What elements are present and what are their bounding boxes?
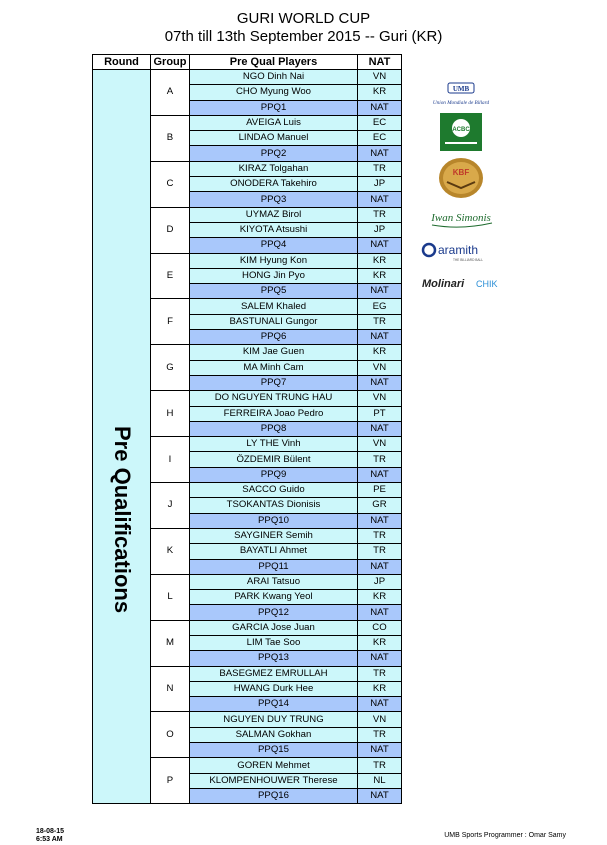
group-label: A: [151, 70, 190, 116]
group-label: P: [151, 758, 190, 804]
player-name: PPQ9: [190, 467, 358, 482]
player-name: PPQ4: [190, 238, 358, 253]
group-label: L: [151, 574, 190, 620]
column-header-nat: NAT: [358, 55, 402, 70]
player-name: KLOMPENHOUWER Therese: [190, 773, 358, 788]
player-nationality: NAT: [358, 238, 402, 253]
table-header-row: [93, 55, 402, 70]
kbf-logo-abbr: KBF: [452, 168, 470, 177]
player-nationality: VN: [358, 391, 402, 406]
player-name: BAYATLI Ahmet: [190, 544, 358, 559]
player-name: PARK Kwang Yeol: [190, 590, 358, 605]
player-nationality: TR: [358, 452, 402, 467]
player-name: NGO Dinh Nai: [190, 70, 358, 85]
simonis-logo: [420, 206, 502, 232]
player-nationality: NAT: [358, 375, 402, 390]
player-nationality: NAT: [358, 284, 402, 299]
umb-logo: [420, 82, 502, 110]
molinari-logo-name: Molinari: [422, 278, 465, 290]
player-nationality: TR: [358, 544, 402, 559]
simonis-logo-name: Iwan Simonis: [431, 212, 491, 224]
group-label: E: [151, 253, 190, 299]
player-name: SALEM Khaled: [190, 299, 358, 314]
player-nationality: KR: [358, 268, 402, 283]
column-header-group: Group: [151, 55, 190, 70]
footer-credit: UMB Sports Programmer : Omar Samy: [444, 832, 566, 839]
group-label: H: [151, 391, 190, 437]
player-nationality: VN: [358, 360, 402, 375]
player-nationality: JP: [358, 222, 402, 237]
player-nationality: NAT: [358, 743, 402, 758]
group-label: F: [151, 299, 190, 345]
group-label: K: [151, 528, 190, 574]
column-header-round: Round: [93, 55, 151, 70]
player-name: BASTUNALI Gungor: [190, 314, 358, 329]
umb-logo-name: Union Mondiale de Billard: [432, 100, 490, 106]
player-nationality: NAT: [358, 605, 402, 620]
player-nationality: NAT: [358, 100, 402, 115]
group-label: D: [151, 207, 190, 253]
player-nationality: VN: [358, 70, 402, 85]
player-name: FERREIRA Joao Pedro: [190, 406, 358, 421]
player-row: [93, 70, 402, 85]
aramith-logo-tagline: THE BILLIARD BALL: [452, 258, 484, 262]
player-nationality: JP: [358, 177, 402, 192]
acbc-logo-abbr: ACBC: [452, 127, 470, 133]
player-name: DO NGUYEN TRUNG HAU: [190, 391, 358, 406]
player-name: PPQ14: [190, 697, 358, 712]
player-nationality: KR: [358, 635, 402, 650]
player-nationality: NAT: [358, 330, 402, 345]
player-nationality: EC: [358, 115, 402, 130]
player-name: PPQ1: [190, 100, 358, 115]
footer-timestamp: [36, 828, 64, 844]
player-name: BASEGMEZ EMRULLAH: [190, 666, 358, 681]
player-nationality: NAT: [358, 697, 402, 712]
column-header-players: Pre Qual Players: [190, 55, 358, 70]
player-name: PPQ11: [190, 559, 358, 574]
player-nationality: NAT: [358, 467, 402, 482]
page-subtitle: 07th till 13th September 2015 -- Guri (KR): [164, 28, 443, 45]
player-nationality: TR: [358, 666, 402, 681]
player-name: HONG Jin Pyo: [190, 268, 358, 283]
player-name: LINDAO Manuel: [190, 131, 358, 146]
player-name: AVEIGA Luis: [190, 115, 358, 130]
player-nationality: NAT: [358, 192, 402, 207]
player-nationality: GR: [358, 498, 402, 513]
group-label: I: [151, 437, 190, 483]
molinari-logo-suffix: CHIK: [476, 279, 498, 289]
player-name: PPQ16: [190, 788, 358, 803]
group-label: G: [151, 345, 190, 391]
player-name: SACCO Guido: [190, 483, 358, 498]
player-name: CHO Myung Woo: [190, 85, 358, 100]
player-nationality: PT: [358, 406, 402, 421]
player-nationality: NAT: [358, 788, 402, 803]
player-nationality: KR: [358, 345, 402, 360]
player-nationality: EG: [358, 299, 402, 314]
round-label: Pre Qualifications: [109, 425, 135, 613]
group-label: B: [151, 115, 190, 161]
player-nationality: NAT: [358, 651, 402, 666]
player-name: GOREN Mehmet: [190, 758, 358, 773]
player-nationality: TR: [358, 727, 402, 742]
player-nationality: NAT: [358, 146, 402, 161]
player-nationality: NAT: [358, 559, 402, 574]
player-name: PPQ13: [190, 651, 358, 666]
aramith-logo: [420, 240, 502, 264]
player-nationality: KR: [358, 590, 402, 605]
player-name: SALMAN Gokhan: [190, 727, 358, 742]
player-nationality: NAT: [358, 421, 402, 436]
player-name: PPQ12: [190, 605, 358, 620]
round-cell: [93, 70, 151, 804]
player-name: UYMAZ Birol: [190, 207, 358, 222]
player-nationality: PE: [358, 483, 402, 498]
player-nationality: KR: [358, 681, 402, 696]
player-name: LY THE Vinh: [190, 437, 358, 452]
group-label: M: [151, 620, 190, 666]
player-name: ÖZDEMIR Bülent: [190, 452, 358, 467]
group-label: J: [151, 483, 190, 529]
draw-table: [92, 54, 402, 804]
player-nationality: KR: [358, 253, 402, 268]
player-nationality: JP: [358, 574, 402, 589]
player-name: ARAI Tatsuo: [190, 574, 358, 589]
player-name: KIM Jae Guen: [190, 345, 358, 360]
player-name: SAYGINER Semih: [190, 528, 358, 543]
player-nationality: TR: [358, 207, 402, 222]
group-label: O: [151, 712, 190, 758]
player-nationality: KR: [358, 85, 402, 100]
aramith-logo-name: aramith: [438, 243, 479, 257]
player-nationality: VN: [358, 437, 402, 452]
draw-table-body: [93, 70, 402, 804]
player-nationality: TR: [358, 314, 402, 329]
group-label: N: [151, 666, 190, 712]
page-title: GURI WORLD CUP: [236, 10, 371, 27]
group-label: C: [151, 161, 190, 207]
footer-date: 18-08-15: [36, 828, 65, 835]
player-name: ONODERA Takehiro: [190, 177, 358, 192]
player-nationality: NL: [358, 773, 402, 788]
player-name: PPQ15: [190, 743, 358, 758]
player-nationality: TR: [358, 758, 402, 773]
player-name: NGUYEN DUY TRUNG: [190, 712, 358, 727]
player-name: PPQ6: [190, 330, 358, 345]
player-name: MA Minh Cam: [190, 360, 358, 375]
player-nationality: TR: [358, 161, 402, 176]
player-nationality: TR: [358, 528, 402, 543]
player-name: KIRAZ Tolgahan: [190, 161, 358, 176]
footer-time: 6:53 AM: [36, 836, 63, 843]
player-name: PPQ8: [190, 421, 358, 436]
player-name: PPQ3: [190, 192, 358, 207]
player-name: KIM Hyung Kon: [190, 253, 358, 268]
player-name: PPQ5: [190, 284, 358, 299]
player-name: KIYOTA Atsushi: [190, 222, 358, 237]
player-name: PPQ2: [190, 146, 358, 161]
umb-logo-abbr: UMB: [452, 85, 470, 93]
player-name: HWANG Durk Hee: [190, 681, 358, 696]
player-name: PPQ10: [190, 513, 358, 528]
player-name: LIM Tae Soo: [190, 635, 358, 650]
player-nationality: EC: [358, 131, 402, 146]
player-name: PPQ7: [190, 375, 358, 390]
acbc-logo: [420, 112, 502, 152]
molinari-logo: [420, 272, 502, 294]
player-nationality: NAT: [358, 513, 402, 528]
player-nationality: CO: [358, 620, 402, 635]
kbf-logo: [420, 156, 502, 200]
player-name: GARCIA Jose Juan: [190, 620, 358, 635]
player-name: TSOKANTAS Dionisis: [190, 498, 358, 513]
player-nationality: VN: [358, 712, 402, 727]
